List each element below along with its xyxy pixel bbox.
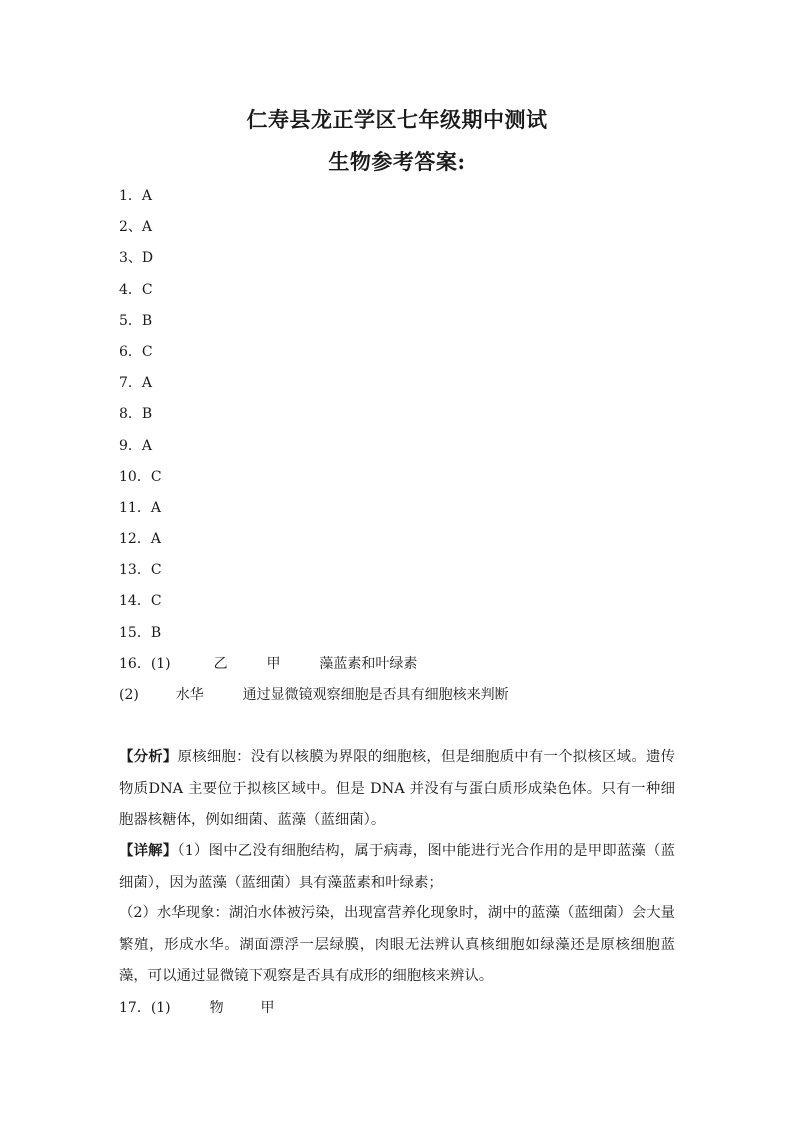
answer-list [119,184,162,652]
question-17-part-1 [119,996,274,1020]
answer-item: 8．B [119,406,153,423]
question-number: 17．(1) [119,1000,171,1016]
answer-value: 甲 [260,1000,275,1016]
page-subtitle: 生物参考答案: [328,149,466,174]
answer-item: 10．C [119,468,162,485]
question-16-part-1 [119,652,417,676]
analysis-text: 原核细胞：没有以核膜为界限的细胞核，但是细胞质中有一个拟核区域。遗传物质DNA 主要位于拟核区域中。但是 DNA 并没有与蛋白质形成染色体。只有一种细胞器核糖体，例如细菌、蓝藻（蓝细菌）。 [119,749,675,828]
answer-item: 13．C [119,562,162,579]
detail-paragraph [119,835,675,899]
analysis-paragraph [119,741,675,837]
answer-item: 15．B [119,624,162,641]
answer-value: 甲 [266,656,281,672]
answer-item: 6．C [119,343,153,360]
answer-value: 乙 [213,656,228,672]
answer-item: 5．B [119,312,153,329]
answer-item: 14．C [119,593,162,610]
answer-item: 9．A [119,437,153,454]
answer-value: 通过显微镜观察细胞是否具有细胞核来判断 [242,687,509,703]
detail-tag: 【详解】 [119,842,178,859]
answer-item: 3、D [119,250,154,267]
answer-item: 12．A [119,531,161,548]
analysis-tag: 【分析】 [119,748,178,765]
answer-item: 2、A [119,219,153,236]
question-16-part-2 [119,683,509,707]
answer-value: 水华 [175,687,204,703]
answer-value: 藻蓝素和叶绿素 [319,656,418,672]
answer-item: 11．A [119,499,161,516]
answer-item: 7．A [119,375,153,392]
question-number: 16．(1) [119,656,171,672]
detail-paragraph-2: （2）水华现象：湖泊水体被污染，出现富营养化现象时，湖中的蓝藻（蓝细菌）会大量繁殖，形成水华。湖面漂浮一层绿膜，肉眼无法辨认真核细胞如绿藻还是原核细胞蓝藻，可以通过显微镜下观察是否具有成形的细胞核来辨认。 [119,905,676,984]
answer-value: 物 [209,1000,224,1016]
answer-item: 1．A [119,188,153,204]
question-number: (2) [119,687,139,703]
page-title: 仁寿县龙正学区七年级期中测试 [246,107,548,132]
detail-text: （1）图中乙没有细胞结构，属于病毒，图中能进行光合作用的是甲即蓝藻（蓝细菌），因为蓝藻（蓝细菌）具有藻蓝素和叶绿素； [119,843,675,891]
answer-item: 4．C [119,281,153,298]
